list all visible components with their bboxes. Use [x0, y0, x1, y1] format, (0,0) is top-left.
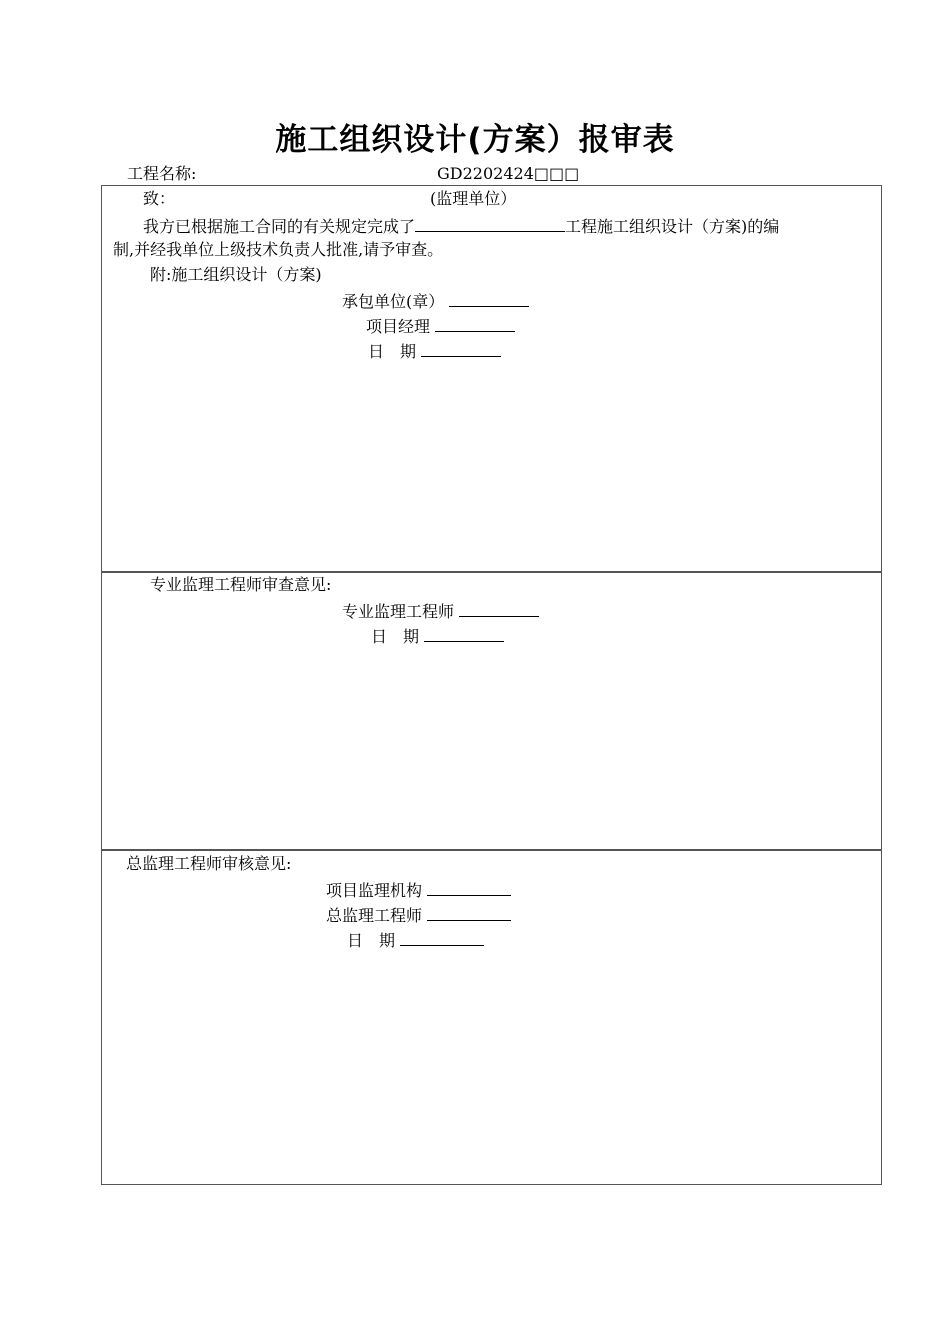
engineer-label: 专业监理工程师	[342, 602, 455, 621]
chief-signature-row	[326, 904, 511, 926]
date-blank-3[interactable]	[400, 929, 484, 946]
form-code: GD2202424□□□	[437, 164, 580, 183]
contractor-signature-row	[342, 290, 529, 312]
pm-label: 项目经理	[366, 317, 431, 336]
body-text-part1: 我方已根据施工合同的有关规定完成了	[143, 217, 416, 236]
org-signature-row	[326, 879, 511, 901]
date-blank-1[interactable]	[421, 340, 501, 357]
attachment-label: 附:施工组织设计（方案)	[150, 265, 322, 284]
to-label: 致：	[143, 189, 176, 208]
chief-label: 总监理工程师	[326, 906, 423, 925]
pm-signature-blank[interactable]	[435, 315, 515, 332]
date-row-1	[368, 340, 501, 362]
date-label-1: 日 期	[368, 342, 417, 361]
date-row-3	[347, 929, 484, 951]
supervisor-unit-label: (监理单位）	[430, 189, 517, 208]
date-label-3: 日 期	[347, 931, 396, 950]
chief-signature-blank[interactable]	[427, 904, 511, 921]
org-signature-blank[interactable]	[427, 879, 511, 896]
date-blank-2[interactable]	[424, 625, 504, 642]
body-text-line1	[143, 215, 779, 237]
engineer-opinion-label: 专业监理工程师审查意见:	[150, 575, 332, 594]
date-row-2	[371, 625, 504, 647]
chief-opinion-label: 总监理工程师审核意见:	[126, 854, 292, 873]
contractor-signature-blank[interactable]	[449, 290, 529, 307]
project-name-label: 工程名称:	[127, 164, 197, 183]
body-text-line2: 制,并经我单位上级技术负责人批准,请予审查。	[113, 240, 444, 259]
form-title: 施工组织设计(方案）报审表	[275, 122, 675, 158]
body-text-part2: 工程施工组织设计（方案)的编	[565, 217, 780, 236]
date-label-2: 日 期	[371, 627, 420, 646]
engineer-signature-row	[342, 600, 539, 622]
project-blank[interactable]	[415, 215, 565, 232]
pm-signature-row	[366, 315, 515, 337]
engineer-signature-blank[interactable]	[459, 600, 539, 617]
contractor-label: 承包单位(章）	[342, 292, 445, 311]
org-label: 项目监理机构	[326, 881, 423, 900]
